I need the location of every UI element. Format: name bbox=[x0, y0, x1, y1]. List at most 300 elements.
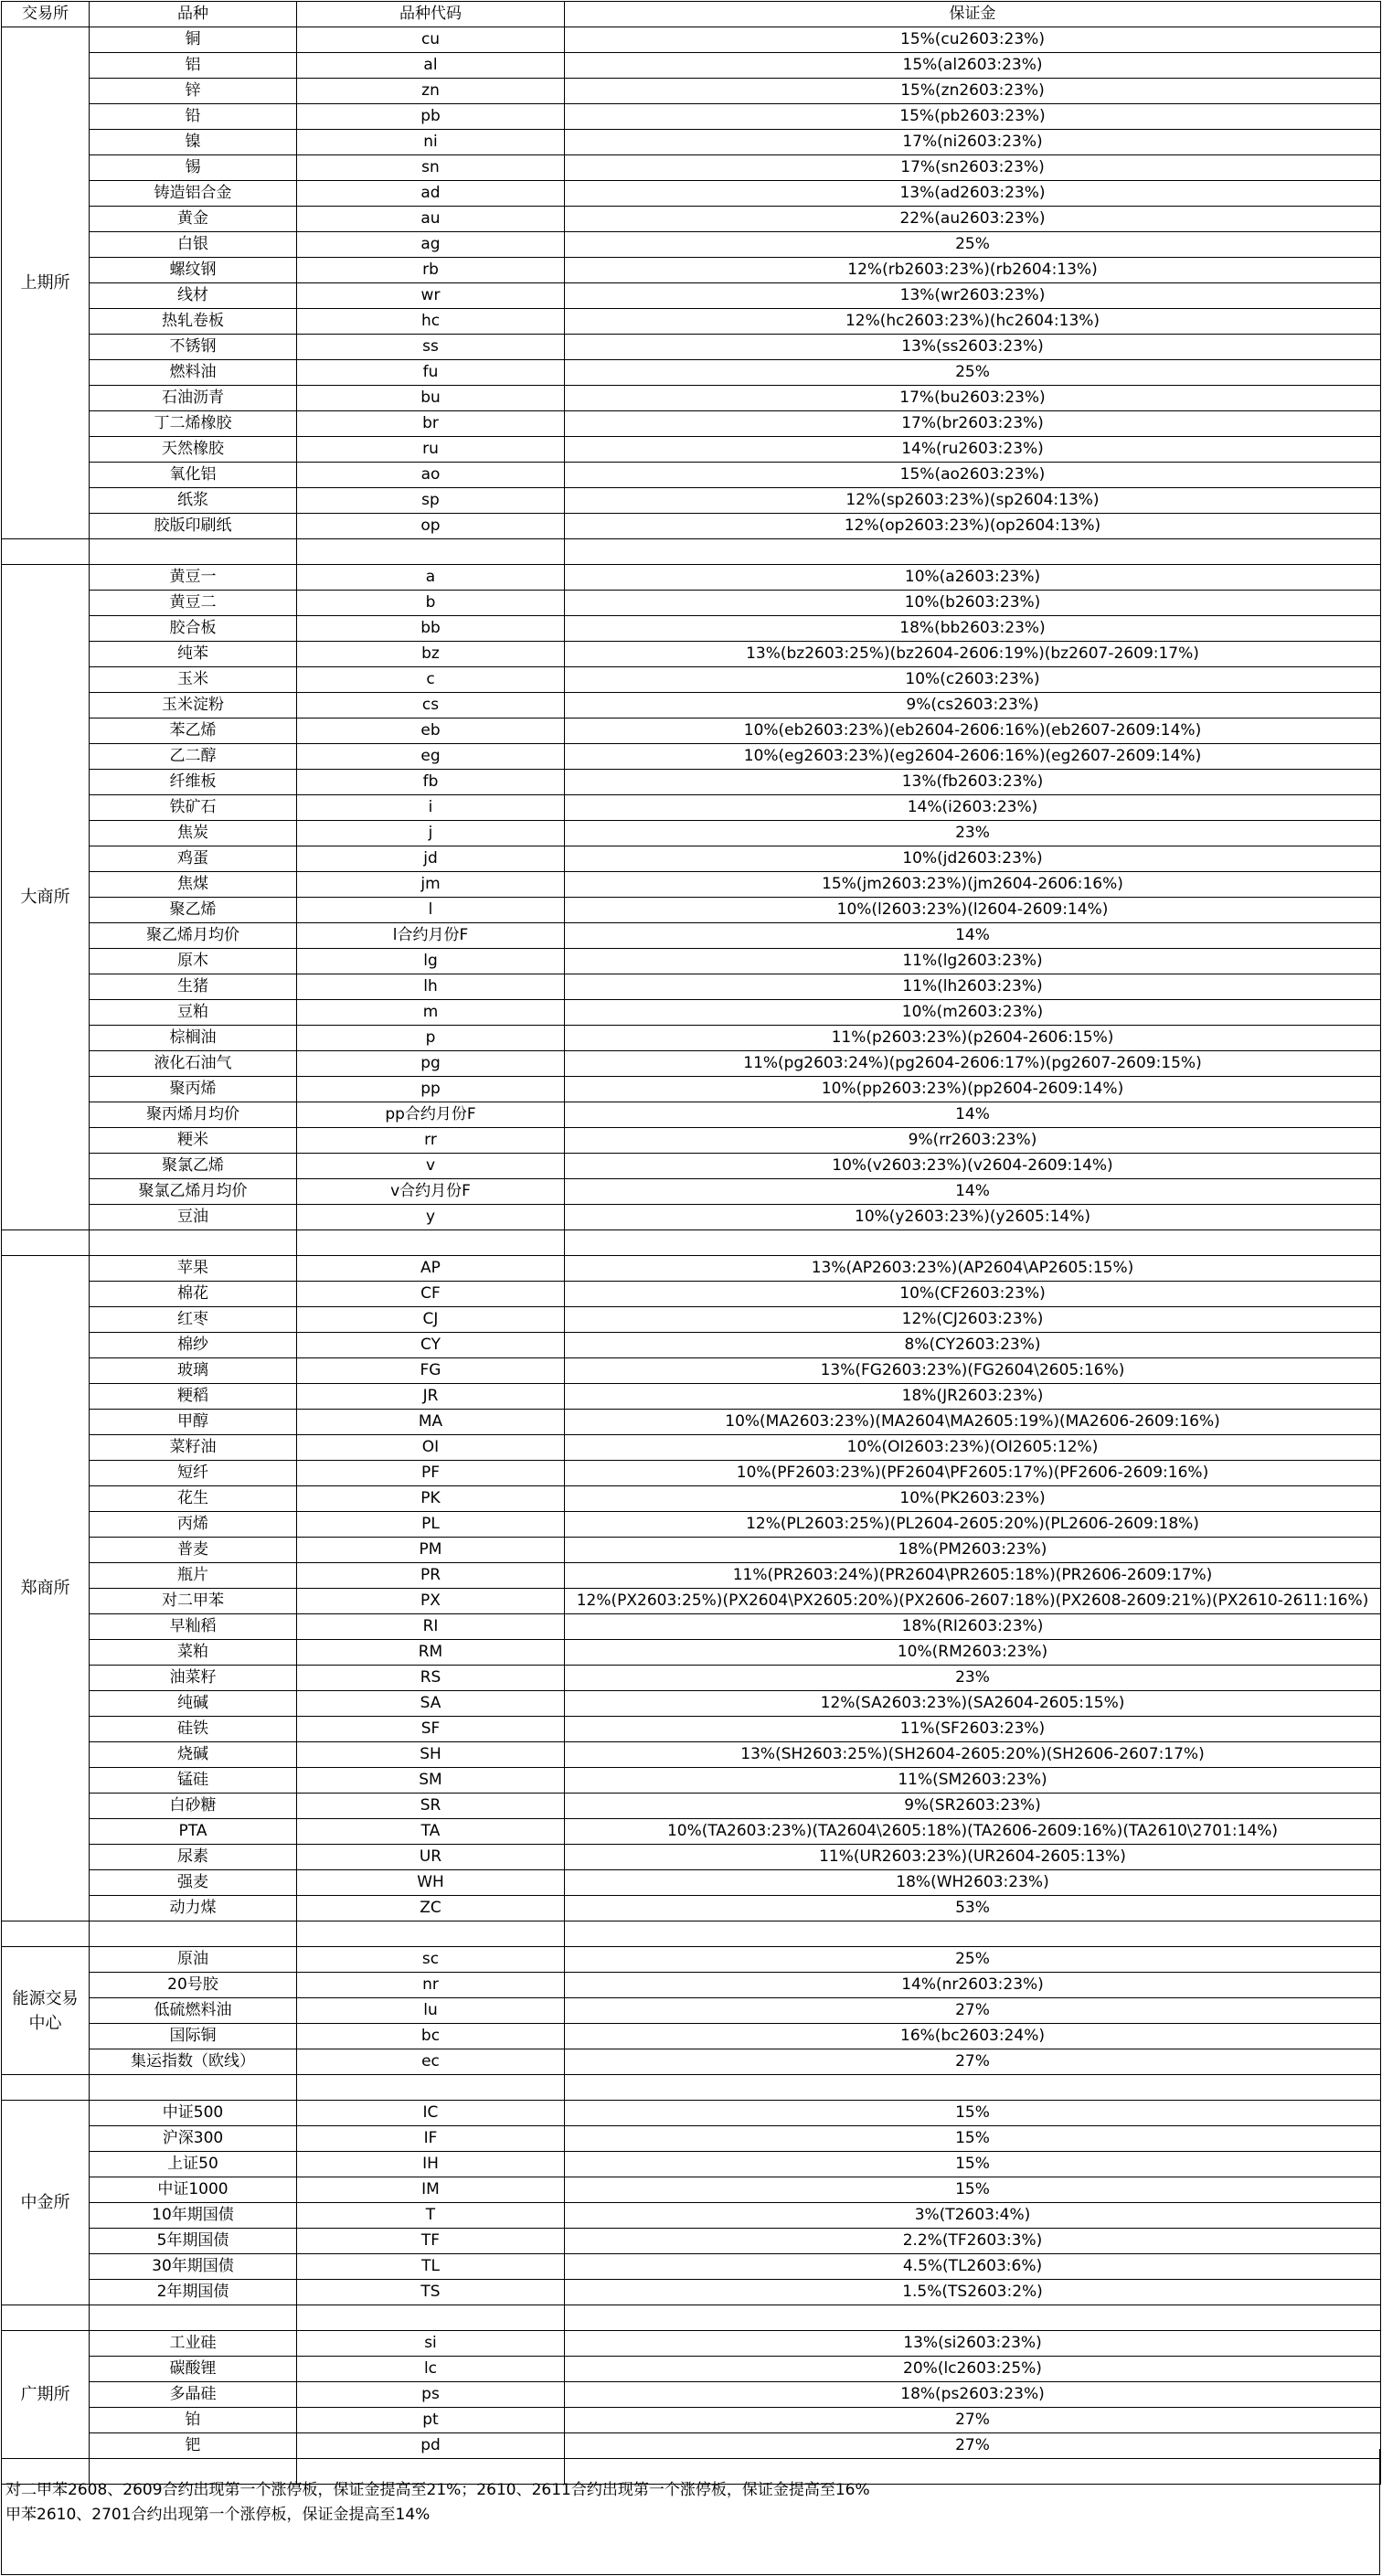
margin-cell: 14%(i2603:23%) bbox=[565, 795, 1381, 821]
exchange-cell: 广期所 bbox=[2, 2331, 90, 2459]
table-row bbox=[2, 488, 1381, 514]
margin-cell: 11%(lh2603:23%) bbox=[565, 974, 1381, 1000]
margin-cell: 14%(ru2603:23%) bbox=[565, 437, 1381, 463]
product-code-cell: PL bbox=[297, 1512, 565, 1538]
table-row bbox=[2, 1666, 1381, 1691]
product-name-cell: 集运指数（欧线） bbox=[90, 2049, 297, 2075]
product-name-cell: 5年期国债 bbox=[90, 2229, 297, 2254]
table-row bbox=[2, 1256, 1381, 1282]
empty-cell bbox=[2, 1230, 90, 1256]
product-name-cell: 甲醇 bbox=[90, 1410, 297, 1435]
margin-cell: 12%(PL2603:25%)(PL2604-2605:20%)(PL2606-2609:18%) bbox=[565, 1512, 1381, 1538]
margin-cell: 10%(a2603:23%) bbox=[565, 565, 1381, 591]
table-row bbox=[2, 411, 1381, 437]
product-code-cell: WH bbox=[297, 1870, 565, 1896]
product-code-cell: CJ bbox=[297, 1307, 565, 1333]
margin-cell: 27% bbox=[565, 2433, 1381, 2459]
margin-cell: 16%(bc2603:24%) bbox=[565, 2024, 1381, 2049]
table-row bbox=[2, 1794, 1381, 1819]
table-row bbox=[2, 1768, 1381, 1794]
product-code-cell: jm bbox=[297, 872, 565, 898]
table-row bbox=[2, 2331, 1381, 2357]
margin-cell: 18%(PM2603:23%) bbox=[565, 1538, 1381, 1563]
margin-cell: 2.2%(TF2603:3%) bbox=[565, 2229, 1381, 2254]
product-code-cell: y bbox=[297, 1205, 565, 1230]
product-name-cell: 黄豆二 bbox=[90, 591, 297, 616]
table-row bbox=[2, 1307, 1381, 1333]
margin-cell: 12%(sp2603:23%)(sp2604:13%) bbox=[565, 488, 1381, 514]
table-row bbox=[2, 565, 1381, 591]
empty-cell bbox=[90, 1230, 297, 1256]
product-code-cell: SH bbox=[297, 1742, 565, 1768]
exchange-cell: 郑商所 bbox=[2, 1256, 90, 1921]
product-name-cell: 天然橡胶 bbox=[90, 437, 297, 463]
product-code-cell: UR bbox=[297, 1845, 565, 1870]
product-code-cell: lu bbox=[297, 1998, 565, 2024]
product-code-cell: PR bbox=[297, 1563, 565, 1589]
table-row bbox=[2, 1819, 1381, 1845]
table-row bbox=[2, 2177, 1381, 2203]
table-row bbox=[2, 667, 1381, 693]
table-row bbox=[2, 181, 1381, 207]
margin-cell: 12%(op2603:23%)(op2604:13%) bbox=[565, 514, 1381, 539]
table-row bbox=[2, 2357, 1381, 2382]
product-name-cell: 锰硅 bbox=[90, 1768, 297, 1794]
product-name-cell: 白砂糖 bbox=[90, 1794, 297, 1819]
margin-cell: 10%(PK2603:23%) bbox=[565, 1486, 1381, 1512]
product-name-cell: 热轧卷板 bbox=[90, 309, 297, 335]
margin-cell: 10%(b2603:23%) bbox=[565, 591, 1381, 616]
product-name-cell: 原油 bbox=[90, 1947, 297, 1973]
margin-cell: 10%(y2603:23%)(y2605:14%) bbox=[565, 1205, 1381, 1230]
product-name-cell: 纯碱 bbox=[90, 1691, 297, 1717]
margin-cell: 13%(fb2603:23%) bbox=[565, 770, 1381, 795]
empty-cell bbox=[297, 1230, 565, 1256]
exchange-cell: 大商所 bbox=[2, 565, 90, 1230]
table-row bbox=[2, 898, 1381, 923]
margin-cell: 23% bbox=[565, 1666, 1381, 1691]
margin-cell: 11%(p2603:23%)(p2604-2606:15%) bbox=[565, 1026, 1381, 1051]
margin-cell: 53% bbox=[565, 1896, 1381, 1921]
margin-cell: 10%(eb2603:23%)(eb2604-2606:16%)(eb2607-2609:14%) bbox=[565, 719, 1381, 744]
table-row bbox=[2, 2152, 1381, 2177]
product-code-cell: lc bbox=[297, 2357, 565, 2382]
margin-cell: 3%(T2603:4%) bbox=[565, 2203, 1381, 2229]
empty-cell bbox=[297, 2075, 565, 2101]
margin-cell: 10%(TA2603:23%)(TA2604\2605:18%)(TA2606-2609:16%)(TA2610\2701:14%) bbox=[565, 1819, 1381, 1845]
margin-cell: 10%(v2603:23%)(v2604-2609:14%) bbox=[565, 1154, 1381, 1179]
margin-cell: 15%(cu2603:23%) bbox=[565, 27, 1381, 53]
product-code-cell: ec bbox=[297, 2049, 565, 2075]
margin-cell: 18%(RI2603:23%) bbox=[565, 1614, 1381, 1640]
product-code-cell: jd bbox=[297, 846, 565, 872]
note-line: 甲苯2610、2701合约出现第一个涨停板，保证金提高至14% bbox=[5, 2506, 431, 2524]
product-name-cell: 工业硅 bbox=[90, 2331, 297, 2357]
margin-cell: 27% bbox=[565, 1998, 1381, 2024]
product-name-cell: 钯 bbox=[90, 2433, 297, 2459]
margin-cell: 12%(rb2603:23%)(rb2604:13%) bbox=[565, 258, 1381, 283]
margin-cell: 10%(jd2603:23%) bbox=[565, 846, 1381, 872]
table-row bbox=[2, 974, 1381, 1000]
product-name-cell: 棉纱 bbox=[90, 1333, 297, 1358]
table-row bbox=[2, 283, 1381, 309]
margin-cell: 11%(lg2603:23%) bbox=[565, 949, 1381, 974]
margin-cell: 13%(ad2603:23%) bbox=[565, 181, 1381, 207]
product-name-cell: 低硫燃料油 bbox=[90, 1998, 297, 2024]
table-row bbox=[2, 616, 1381, 642]
note-line: 对二甲苯2608、2609合约出现第一个涨停板，保证金提高至21%；2610、2611合约出现第一个涨停板，保证金提高至16% bbox=[5, 2481, 870, 2499]
product-code-cell: hc bbox=[297, 309, 565, 335]
product-code-cell: eg bbox=[297, 744, 565, 770]
margin-cell: 8%(CY2603:23%) bbox=[565, 1333, 1381, 1358]
table-row bbox=[2, 846, 1381, 872]
margin-cell: 10%(RM2603:23%) bbox=[565, 1640, 1381, 1666]
margin-cell: 11%(PR2603:24%)(PR2604\PR2605:18%)(PR2606-2609:17%) bbox=[565, 1563, 1381, 1589]
product-name-cell: 乙二醇 bbox=[90, 744, 297, 770]
product-name-cell: 聚氯乙烯 bbox=[90, 1154, 297, 1179]
product-code-cell: IC bbox=[297, 2101, 565, 2126]
product-name-cell: 聚乙烯月均价 bbox=[90, 923, 297, 949]
margin-cell: 10%(OI2603:23%)(OI2605:12%) bbox=[565, 1435, 1381, 1461]
product-code-cell: rr bbox=[297, 1128, 565, 1154]
empty-cell bbox=[297, 2305, 565, 2331]
product-name-cell: 丙烯 bbox=[90, 1512, 297, 1538]
margin-cell: 20%(lc2603:25%) bbox=[565, 2357, 1381, 2382]
header-row bbox=[2, 2, 1381, 27]
table-row bbox=[2, 2229, 1381, 2254]
margin-cell: 13%(AP2603:23%)(AP2604\AP2605:15%) bbox=[565, 1256, 1381, 1282]
table-row bbox=[2, 335, 1381, 360]
header-margin: 保证金 bbox=[565, 2, 1381, 27]
table-row bbox=[2, 642, 1381, 667]
table-row bbox=[2, 1026, 1381, 1051]
product-name-cell: 菜粕 bbox=[90, 1640, 297, 1666]
table-row bbox=[2, 719, 1381, 744]
header-code: 品种代码 bbox=[297, 2, 565, 27]
product-name-cell: 强麦 bbox=[90, 1870, 297, 1896]
product-code-cell: bb bbox=[297, 616, 565, 642]
product-code-cell: PF bbox=[297, 1461, 565, 1486]
table-row bbox=[2, 1410, 1381, 1435]
table-row bbox=[2, 1870, 1381, 1896]
product-code-cell: pp合约月份F bbox=[297, 1102, 565, 1128]
margin-cell: 10%(m2603:23%) bbox=[565, 1000, 1381, 1026]
product-name-cell: 螺纹钢 bbox=[90, 258, 297, 283]
product-name-cell: 瓶片 bbox=[90, 1563, 297, 1589]
table-row bbox=[2, 1000, 1381, 1026]
product-name-cell: 苯乙烯 bbox=[90, 719, 297, 744]
table-row bbox=[2, 360, 1381, 386]
margin-cell: 15% bbox=[565, 2126, 1381, 2152]
margin-cell: 15%(zn2603:23%) bbox=[565, 79, 1381, 104]
product-code-cell: v合约月份F bbox=[297, 1179, 565, 1205]
product-name-cell: 2年期国债 bbox=[90, 2280, 297, 2305]
product-code-cell: op bbox=[297, 514, 565, 539]
table-row bbox=[2, 1538, 1381, 1563]
exchange-cell: 上期所 bbox=[2, 27, 90, 539]
product-name-cell: 镍 bbox=[90, 130, 297, 155]
product-code-cell: sp bbox=[297, 488, 565, 514]
separator-row bbox=[2, 539, 1381, 565]
table-row bbox=[2, 258, 1381, 283]
table-row bbox=[2, 104, 1381, 130]
product-code-cell: i bbox=[297, 795, 565, 821]
product-code-cell: AP bbox=[297, 1256, 565, 1282]
margin-cell: 17%(br2603:23%) bbox=[565, 411, 1381, 437]
product-name-cell: 粳稻 bbox=[90, 1384, 297, 1410]
margin-cell: 1.5%(TS2603:2%) bbox=[565, 2280, 1381, 2305]
margin-cell: 27% bbox=[565, 2408, 1381, 2433]
product-name-cell: 多晶硅 bbox=[90, 2382, 297, 2408]
table-row bbox=[2, 949, 1381, 974]
product-code-cell: PK bbox=[297, 1486, 565, 1512]
product-name-cell: 中证500 bbox=[90, 2101, 297, 2126]
product-code-cell: rb bbox=[297, 258, 565, 283]
product-code-cell: ni bbox=[297, 130, 565, 155]
product-code-cell: RI bbox=[297, 1614, 565, 1640]
product-name-cell: 早籼稻 bbox=[90, 1614, 297, 1640]
product-name-cell: 鸡蛋 bbox=[90, 846, 297, 872]
table-row bbox=[2, 1102, 1381, 1128]
product-code-cell: RS bbox=[297, 1666, 565, 1691]
product-name-cell: 豆油 bbox=[90, 1205, 297, 1230]
product-name-cell: 焦煤 bbox=[90, 872, 297, 898]
table-row bbox=[2, 1205, 1381, 1230]
margin-cell: 11%(UR2603:23%)(UR2604-2605:13%) bbox=[565, 1845, 1381, 1870]
product-code-cell: m bbox=[297, 1000, 565, 1026]
product-code-cell: bu bbox=[297, 386, 565, 411]
product-code-cell: zn bbox=[297, 79, 565, 104]
product-code-cell: a bbox=[297, 565, 565, 591]
product-name-cell: 10年期国债 bbox=[90, 2203, 297, 2229]
table-row bbox=[2, 1589, 1381, 1614]
table-row bbox=[2, 744, 1381, 770]
product-code-cell: OI bbox=[297, 1435, 565, 1461]
table-row bbox=[2, 1358, 1381, 1384]
product-name-cell: 纤维板 bbox=[90, 770, 297, 795]
product-name-cell: PTA bbox=[90, 1819, 297, 1845]
margin-cell: 25% bbox=[565, 232, 1381, 258]
product-name-cell: 丁二烯橡胶 bbox=[90, 411, 297, 437]
product-code-cell: bz bbox=[297, 642, 565, 667]
product-name-cell: 玉米 bbox=[90, 667, 297, 693]
product-code-cell: PM bbox=[297, 1538, 565, 1563]
product-name-cell: 菜籽油 bbox=[90, 1435, 297, 1461]
product-name-cell: 黄金 bbox=[90, 207, 297, 232]
margin-cell: 10%(c2603:23%) bbox=[565, 667, 1381, 693]
margin-cell: 13%(bz2603:25%)(bz2604-2606:19%)(bz2607-2609:17%) bbox=[565, 642, 1381, 667]
margin-cell: 12%(hc2603:23%)(hc2604:13%) bbox=[565, 309, 1381, 335]
margin-cell: 13%(wr2603:23%) bbox=[565, 283, 1381, 309]
product-code-cell: TL bbox=[297, 2254, 565, 2280]
table-row bbox=[2, 1384, 1381, 1410]
table-row bbox=[2, 1845, 1381, 1870]
product-code-cell: ao bbox=[297, 463, 565, 488]
product-code-cell: v bbox=[297, 1154, 565, 1179]
margin-cell: 15% bbox=[565, 2101, 1381, 2126]
product-code-cell: IM bbox=[297, 2177, 565, 2203]
table-row bbox=[2, 770, 1381, 795]
margin-cell: 15% bbox=[565, 2177, 1381, 2203]
product-name-cell: 玻璃 bbox=[90, 1358, 297, 1384]
table-row bbox=[2, 1077, 1381, 1102]
table-row bbox=[2, 130, 1381, 155]
margin-cell: 10%(MA2603:23%)(MA2604\MA2605:19%)(MA2606-2609:16%) bbox=[565, 1410, 1381, 1435]
product-code-cell: ad bbox=[297, 181, 565, 207]
product-name-cell: 玉米淀粉 bbox=[90, 693, 297, 719]
table-row bbox=[2, 1614, 1381, 1640]
margin-table bbox=[1, 1, 1381, 2485]
table-row bbox=[2, 923, 1381, 949]
product-code-cell: wr bbox=[297, 283, 565, 309]
empty-cell bbox=[2, 2305, 90, 2331]
product-name-cell: 聚氯乙烯月均价 bbox=[90, 1179, 297, 1205]
product-name-cell: 铅 bbox=[90, 104, 297, 130]
product-code-cell: si bbox=[297, 2331, 565, 2357]
product-name-cell: 中证1000 bbox=[90, 2177, 297, 2203]
table-row bbox=[2, 591, 1381, 616]
empty-cell bbox=[565, 1921, 1381, 1947]
separator-row bbox=[2, 2075, 1381, 2101]
product-name-cell: 短纤 bbox=[90, 1461, 297, 1486]
empty-cell bbox=[565, 1230, 1381, 1256]
separator-row bbox=[2, 1230, 1381, 1256]
product-name-cell: 油菜籽 bbox=[90, 1666, 297, 1691]
empty-cell bbox=[297, 539, 565, 565]
product-name-cell: 聚乙烯 bbox=[90, 898, 297, 923]
table-row bbox=[2, 1563, 1381, 1589]
product-code-cell: TA bbox=[297, 1819, 565, 1845]
product-code-cell: IF bbox=[297, 2126, 565, 2152]
margin-table-container bbox=[1, 1, 1380, 2485]
table-row bbox=[2, 1896, 1381, 1921]
product-code-cell: T bbox=[297, 2203, 565, 2229]
table-row bbox=[2, 693, 1381, 719]
product-code-cell: pt bbox=[297, 2408, 565, 2433]
product-code-cell: fu bbox=[297, 360, 565, 386]
product-code-cell: eb bbox=[297, 719, 565, 744]
empty-cell bbox=[565, 2075, 1381, 2101]
product-code-cell: pd bbox=[297, 2433, 565, 2459]
product-name-cell: 碳酸锂 bbox=[90, 2357, 297, 2382]
table-row bbox=[2, 79, 1381, 104]
margin-cell: 17%(sn2603:23%) bbox=[565, 155, 1381, 181]
table-row bbox=[2, 1717, 1381, 1742]
table-row bbox=[2, 1333, 1381, 1358]
table-row bbox=[2, 2126, 1381, 2152]
product-name-cell: 红枣 bbox=[90, 1307, 297, 1333]
table-row bbox=[2, 309, 1381, 335]
product-code-cell: cu bbox=[297, 27, 565, 53]
product-name-cell: 燃料油 bbox=[90, 360, 297, 386]
empty-cell bbox=[297, 1921, 565, 1947]
table-row bbox=[2, 27, 1381, 53]
header-product: 品种 bbox=[90, 2, 297, 27]
margin-cell: 23% bbox=[565, 821, 1381, 846]
empty-cell bbox=[2, 1921, 90, 1947]
exchange-cell bbox=[2, 1947, 90, 2075]
product-name-cell: 铝 bbox=[90, 53, 297, 79]
table-row bbox=[2, 1640, 1381, 1666]
product-code-cell: sc bbox=[297, 1947, 565, 1973]
table-row bbox=[2, 1154, 1381, 1179]
table-row bbox=[2, 232, 1381, 258]
product-name-cell: 纸浆 bbox=[90, 488, 297, 514]
product-name-cell: 白银 bbox=[90, 232, 297, 258]
empty-cell bbox=[90, 539, 297, 565]
product-code-cell: p bbox=[297, 1026, 565, 1051]
product-name-cell: 沪深300 bbox=[90, 2126, 297, 2152]
product-name-cell: 液化石油气 bbox=[90, 1051, 297, 1077]
margin-cell: 13%(FG2603:23%)(FG2604\2605:16%) bbox=[565, 1358, 1381, 1384]
product-name-cell: 30年期国债 bbox=[90, 2254, 297, 2280]
product-name-cell: 硅铁 bbox=[90, 1717, 297, 1742]
table-row bbox=[2, 1973, 1381, 1998]
product-name-cell: 上证50 bbox=[90, 2152, 297, 2177]
product-code-cell: cs bbox=[297, 693, 565, 719]
product-name-cell: 粳米 bbox=[90, 1128, 297, 1154]
product-code-cell: nr bbox=[297, 1973, 565, 1998]
product-code-cell: bc bbox=[297, 2024, 565, 2049]
product-name-cell: 国际铜 bbox=[90, 2024, 297, 2049]
product-code-cell: sn bbox=[297, 155, 565, 181]
product-name-cell: 原木 bbox=[90, 949, 297, 974]
product-name-cell: 花生 bbox=[90, 1486, 297, 1512]
product-name-cell: 胶合板 bbox=[90, 616, 297, 642]
margin-cell: 11%(SF2603:23%) bbox=[565, 1717, 1381, 1742]
header-exchange: 交易所 bbox=[2, 2, 90, 27]
product-name-cell: 聚丙烯月均价 bbox=[90, 1102, 297, 1128]
product-name-cell: 棉花 bbox=[90, 1282, 297, 1307]
product-name-cell: 线材 bbox=[90, 283, 297, 309]
table-row bbox=[2, 1947, 1381, 1973]
margin-cell: 17%(ni2603:23%) bbox=[565, 130, 1381, 155]
exchange-cell: 中金所 bbox=[2, 2101, 90, 2305]
product-code-cell: TF bbox=[297, 2229, 565, 2254]
margin-cell: 18%(ps2603:23%) bbox=[565, 2382, 1381, 2408]
table-row bbox=[2, 2024, 1381, 2049]
product-code-cell: CY bbox=[297, 1333, 565, 1358]
empty-cell bbox=[565, 539, 1381, 565]
product-code-cell: j bbox=[297, 821, 565, 846]
product-code-cell: c bbox=[297, 667, 565, 693]
product-name-cell: 铜 bbox=[90, 27, 297, 53]
margin-cell: 15%(ao2603:23%) bbox=[565, 463, 1381, 488]
product-code-cell: al bbox=[297, 53, 565, 79]
margin-cell: 13%(SH2603:25%)(SH2604-2605:20%)(SH2606-2607:17%) bbox=[565, 1742, 1381, 1768]
product-name-cell: 石油沥青 bbox=[90, 386, 297, 411]
product-name-cell: 焦炭 bbox=[90, 821, 297, 846]
product-name-cell: 动力煤 bbox=[90, 1896, 297, 1921]
margin-cell: 9%(cs2603:23%) bbox=[565, 693, 1381, 719]
product-code-cell: MA bbox=[297, 1410, 565, 1435]
empty-cell bbox=[565, 2305, 1381, 2331]
margin-cell: 13%(si2603:23%) bbox=[565, 2331, 1381, 2357]
margin-cell: 25% bbox=[565, 1947, 1381, 1973]
table-row bbox=[2, 1179, 1381, 1205]
margin-cell: 14% bbox=[565, 1102, 1381, 1128]
table-row bbox=[2, 1691, 1381, 1717]
table-row bbox=[2, 53, 1381, 79]
table-row bbox=[2, 386, 1381, 411]
product-code-cell: SM bbox=[297, 1768, 565, 1794]
product-name-cell: 尿素 bbox=[90, 1845, 297, 1870]
table-row bbox=[2, 2280, 1381, 2305]
table-row bbox=[2, 795, 1381, 821]
product-code-cell: l合约月份F bbox=[297, 923, 565, 949]
margin-cell: 9%(SR2603:23%) bbox=[565, 1794, 1381, 1819]
margin-cell: 14% bbox=[565, 923, 1381, 949]
